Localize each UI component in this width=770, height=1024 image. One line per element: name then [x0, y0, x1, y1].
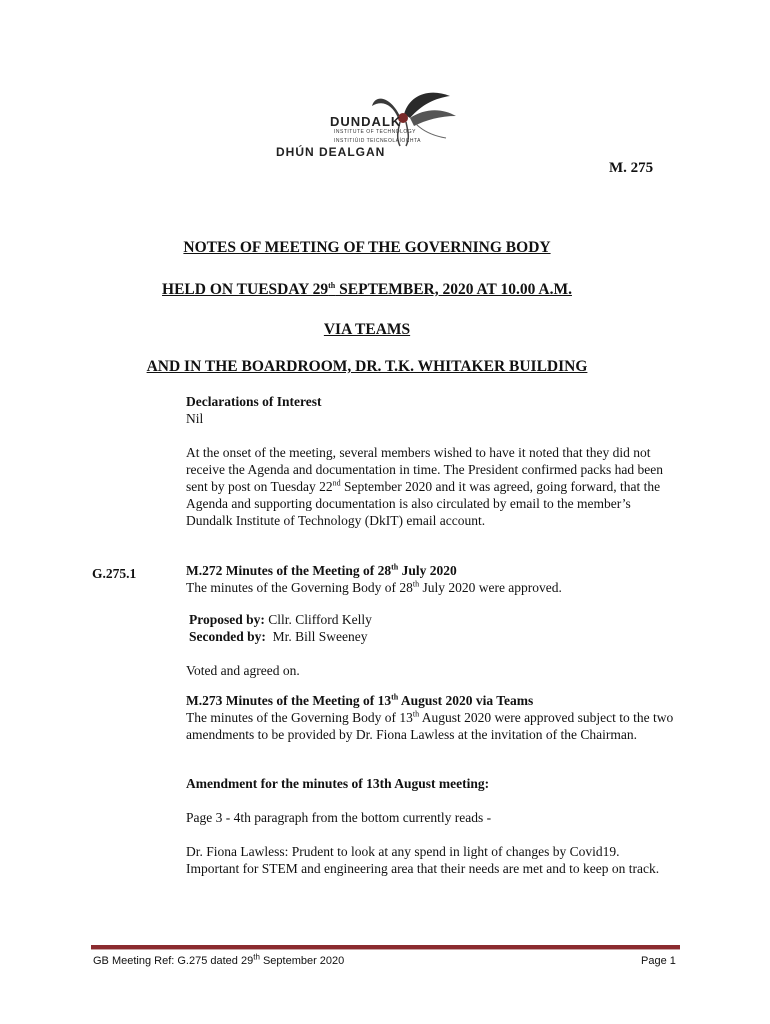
proposer-block: [189, 611, 679, 645]
item-273: [186, 692, 676, 743]
page-title-line-4: AND IN THE BOARDROOM, DR. T.K. WHITAKER BUILDING: [146, 358, 588, 375]
proposed-by: Proposed by: Cllr. Clifford Kelly: [189, 612, 372, 627]
logo-name-irish: DHÚN DEALGAN: [276, 145, 386, 159]
page-title-line-1: NOTES OF MEETING OF THE GOVERNING BODY: [183, 239, 551, 256]
institute-logo: [270, 86, 465, 160]
item-272-body: The minutes of the Governing Body of 28th July 2020 were approved.: [186, 579, 562, 595]
page-title-line-3: VIA TEAMS: [323, 321, 411, 338]
page-title-line-2: HELD ON TUESDAY 29th SEPTEMBER, 2020 AT 10.00 A.M.: [162, 280, 572, 298]
minute-reference: G.275.1: [92, 566, 137, 581]
amendment-page-ref: Page 3 - 4th paragraph from the bottom currently reads -: [186, 810, 492, 825]
logo-tagline-irish: INSTITIÚID TEICNEOLAÍOCHTA: [334, 138, 421, 144]
item-273-body: The minutes of the Governing Body of 13th August 2020 were approved subject to the two amendments to be provided by Dr. Fiona Lawless at the invitation of the Chairman.: [186, 709, 674, 742]
amendment-title: Amendment for the minutes of 13th August meeting:: [186, 776, 490, 791]
logo-tagline-english: INSTITUTE OF TECHNOLOGY: [334, 129, 416, 135]
declarations-title: Declarations of Interest: [186, 394, 322, 409]
seconded-by: Seconded by: Mr. Bill Sweeney: [189, 629, 368, 644]
page-number: Page 1: [641, 955, 676, 967]
voted-statement: Voted and agreed on.: [186, 663, 300, 678]
declarations-section: [186, 393, 676, 427]
item-272: [186, 562, 676, 596]
footer-reference: GB Meeting Ref: G.275 dated 29th September 2020: [93, 952, 345, 967]
item-273-title: M.273 Minutes of the Meeting of 13th August 2020 via Teams: [186, 692, 534, 708]
amendment-quote: Dr. Fiona Lawless: Prudent to look at any spend in light of changes by Covid19. Important for STEM and engineering area that their needs are met and to keep on track.: [186, 844, 660, 876]
document-reference: M. 275: [609, 160, 654, 176]
footer-divider: [91, 945, 680, 950]
item-272-title: M.272 Minutes of the Meeting of 28th July 2020: [186, 562, 457, 578]
logo-name-english: DUNDALK: [330, 114, 402, 129]
declarations-value: Nil: [186, 411, 204, 426]
intro-paragraph: At the onset of the meeting, several members wished to have it noted that they did not receive the Agenda and documentation in time. The President confirmed packs had been sent by post on Tuesday 22nd September 2020 and it was agreed, going forward, that the Agenda and supporting documentation is also circulated by email to the member’s Dundalk Institute of Technology (DkIT) email account.: [186, 445, 663, 528]
